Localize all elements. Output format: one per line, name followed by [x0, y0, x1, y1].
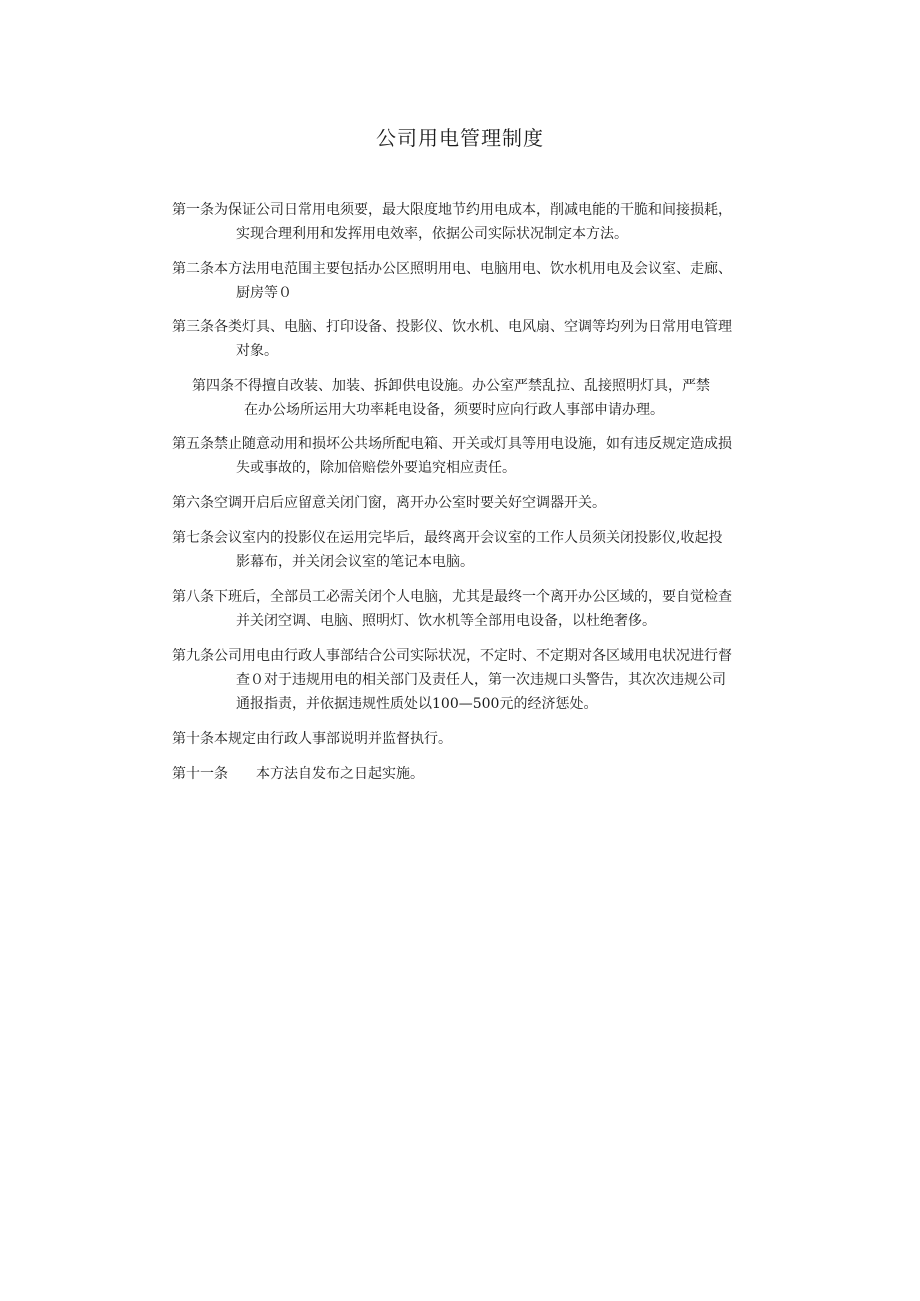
article-1	[172, 198, 792, 246]
article-11-label: 第十一条	[172, 766, 228, 782]
article-1-line-1: 第一条为保证公司日常用电须要，最大限度地节约用电成本，削减电能的干脆和间接损耗，	[172, 202, 732, 218]
article-1-line-2: 实现合理利用和发挥用电效率，依据公司实际状况制定本方法。	[236, 226, 628, 242]
article-2-line-1: 第二条本方法用电范围主要包括办公区照明用电、电脑用电、饮水机用电及会议室、走廊、	[172, 261, 732, 277]
article-2	[172, 257, 792, 305]
article-8	[172, 585, 792, 633]
article-5-line-2: 失或事故的，除加倍赔偿外要追究相应责任。	[236, 460, 516, 476]
article-8-line-1: 第八条下班后，全部员工必需关闭个人电脑，尤其是最终一个离开办公区域的，要自觉检查	[172, 589, 732, 605]
article-10	[172, 727, 792, 751]
article-11-text: 本方法自发布之日起实施。	[256, 766, 424, 782]
article-6-line-1: 第六条空调开启后应留意关闭门窗，离开办公室时要关好空调器开关。	[172, 495, 606, 511]
article-10-line-1: 第十条本规定由行政人事部说明并监督执行。	[172, 731, 452, 747]
article-3	[172, 315, 792, 363]
page-title: 公司用电管理制度	[376, 126, 544, 150]
article-3-line-1: 第三条各类灯具、电脑、打印设备、投影仪、饮水机、电风扇、空调等均列为日常用电管理	[172, 319, 732, 335]
article-4-line-2: 在办公场所运用大功率耗电设备，须要时应向行政人事部申请办理。	[244, 402, 664, 418]
article-9-line-2: 查０对于违规用电的相关部门及责任人，第一次违规口头警告，其次次违规公司	[236, 672, 726, 688]
article-7	[172, 526, 792, 574]
article-4	[192, 374, 812, 422]
article-9-line-1: 第九条公司用电由行政人事部结合公司实际状况，不定时、不定期对各区域用电状况进行督	[172, 648, 732, 664]
article-7-line-1: 第七条会议室内的投影仪在运用完毕后，最终离开会议室的工作人员须关闭投影仪,收起投	[172, 530, 723, 546]
article-3-line-2: 对象。	[236, 343, 278, 359]
article-5-line-1: 第五条禁止随意动用和损坏公共场所配电箱、开关或灯具等用电设施，如有违反规定造成损	[172, 436, 732, 452]
article-9	[172, 644, 792, 716]
article-11-line-1	[172, 762, 792, 786]
article-6	[172, 491, 792, 515]
article-4-line-1: 第四条不得擅自改装、加装、拆卸供电设施。办公室严禁乱拉、乱接照明灯具，严禁	[192, 378, 710, 394]
article-9-line-3: 通报指责，并依据违规性质处以100—500元的经济惩处。	[236, 696, 598, 712]
article-7-line-2: 影幕布，并关闭会议室的笔记本电脑。	[236, 554, 474, 570]
article-2-line-2: 厨房等０	[236, 285, 292, 301]
article-8-line-2: 并关闭空调、电脑、照明灯、饮水机等全部用电设备，以杜绝奢侈。	[236, 613, 656, 629]
article-11	[172, 762, 792, 786]
article-5	[172, 432, 792, 480]
